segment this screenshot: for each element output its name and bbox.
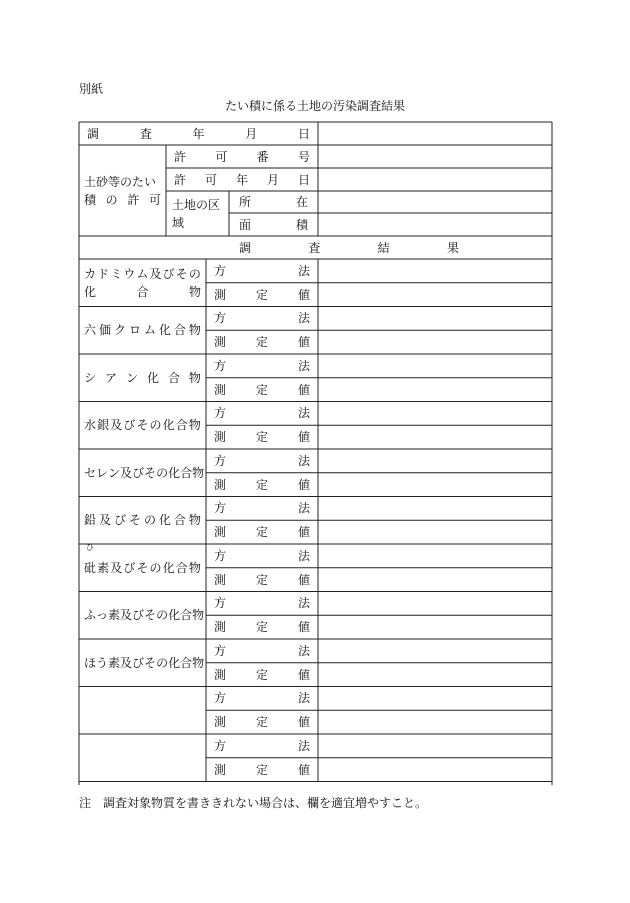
substance-name[interactable] [79,734,206,782]
method-value[interactable] [318,307,552,331]
method-label: 方 法 [214,311,310,326]
substance-name-line: シ ア ン 化 合 物 [84,370,201,385]
substance-name-line: ふ っ 素 及 び そ の 化 合 物 [84,608,205,623]
measured-value-label: 測 定 値 [214,572,310,587]
method-label: 方 法 [214,548,310,563]
measured-value[interactable] [318,520,552,544]
method-value[interactable] [318,687,552,711]
measured-value[interactable] [318,710,552,734]
location-label: 所 在 [239,195,308,209]
substance-name [79,307,206,355]
method-label: 方 法 [214,643,310,658]
substance-name-line: 化 合 物 [84,284,201,299]
substance-name [79,259,206,307]
measured-value[interactable] [318,615,552,639]
substance-name [79,354,206,402]
method-label: 方 法 [214,501,310,516]
area-size-value[interactable] [318,213,552,236]
measured-value-label: 測 定 値 [214,287,310,302]
results-header: 調 査 結 果 [239,240,459,255]
method-value[interactable] [318,354,552,378]
permit-date-label: 許 可 年 月 日 [174,172,310,187]
substance-name [79,402,206,450]
method-label: 方 法 [214,263,310,278]
permit-number-label: 許 可 番 号 [174,149,310,164]
measured-value[interactable] [318,330,552,354]
measured-value[interactable] [318,663,552,687]
measured-value-label: 測 定 値 [214,477,310,492]
permit-group-label [79,145,166,236]
method-label: 方 法 [214,453,310,468]
measured-value[interactable] [318,378,552,402]
measured-value-label: 測 定 値 [214,715,310,730]
measured-value-label: 測 定 値 [214,525,310,540]
permit-number-value[interactable] [318,145,552,168]
permit-group-label-line: 土砂等のたい [84,174,157,189]
land-area-label: 土地の区域 [172,197,221,230]
location-value[interactable] [318,191,552,213]
method-label: 方 法 [214,738,310,753]
survey-date-label: 調 査 年 月 日 [87,126,310,141]
substance-name [79,544,206,592]
measured-value[interactable] [318,568,552,592]
substance-name-line: 砒 素 及 び そ の 化 合 物 [84,560,201,575]
measured-value[interactable] [318,283,552,307]
measured-value-label: 測 定 値 [214,335,310,350]
substance-name-line: ほ う 素 及 び そ の 化 合 物 [84,655,205,670]
measured-value-label: 測 定 値 [214,620,310,635]
method-value[interactable] [318,497,552,521]
method-label: 方 法 [214,406,310,421]
measured-value-label: 測 定 値 [214,762,310,777]
method-value[interactable] [318,402,552,426]
area-size-label: 面 積 [239,217,308,232]
substance-name [79,449,206,497]
measured-value-label: 測 定 値 [214,430,310,445]
measured-value[interactable] [318,425,552,449]
ruby-annotation: ひ [86,543,94,552]
substance-name-line: 六 価 ク ロ ム 化 合 物 [84,323,201,338]
method-value[interactable] [318,449,552,473]
method-label: 方 法 [214,358,310,373]
method-value[interactable] [318,734,552,758]
substance-name-line: 鉛 及 び そ の 化 合 物 [84,513,201,528]
method-value[interactable] [318,639,552,663]
measured-value-label: 測 定 値 [214,667,310,682]
permit-date-value[interactable] [318,168,552,191]
method-value[interactable] [318,544,552,568]
substance-name [79,592,206,640]
substance-name-line: カ ド ミ ウ ム 及 び そ の [84,266,201,281]
permit-group-label-line: 積 の 許 可 [84,192,161,207]
method-value[interactable] [318,259,552,283]
footnote: 注 調査対象物質を書ききれない場合は、欄を適宜増やすこと。 [79,796,428,810]
method-label: 方 法 [214,691,310,706]
substance-name [79,497,206,545]
substance-name[interactable] [79,687,206,735]
substance-name [79,639,206,687]
page-label: 別紙 [79,82,104,96]
measured-value[interactable] [318,473,552,497]
method-value[interactable] [318,592,552,616]
measured-value[interactable] [318,758,552,782]
method-label: 方 法 [214,596,310,611]
substance-name-line: 水 銀 及 び そ の 化 合 物 [84,418,201,433]
document-title: たい積に係る土地の汚染調査結果 [224,99,405,113]
substance-name-line: セ レ ン 及 び そ の 化 合 物 [84,465,205,480]
survey-date-value[interactable] [318,122,552,145]
measured-value-label: 測 定 値 [214,382,310,397]
